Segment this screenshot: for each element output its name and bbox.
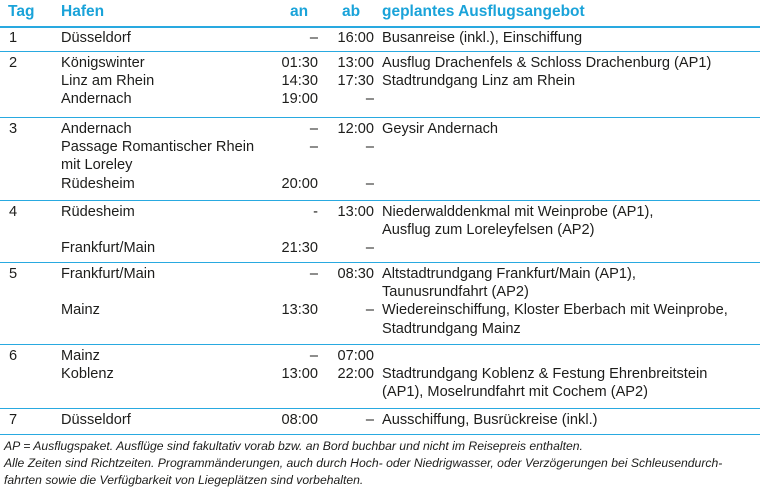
departure-cell: 07:00 bbox=[337, 348, 374, 364]
arrival-cell: – bbox=[309, 30, 318, 46]
day-number: 5 bbox=[9, 266, 18, 282]
departure-cell: – bbox=[365, 302, 374, 319]
departure-cell: – bbox=[365, 240, 374, 257]
day-number: 7 bbox=[9, 412, 18, 428]
row-divider bbox=[0, 26, 760, 28]
excursion-cell: Ausschiffung, Busrückreise (inkl.) bbox=[382, 412, 598, 428]
row-divider bbox=[0, 434, 760, 435]
port-cell: Andernach bbox=[61, 121, 132, 137]
arrival-cell: – bbox=[309, 266, 318, 282]
excursion-cell: Ausflug zum Loreleyfelsen (AP2) bbox=[382, 222, 595, 239]
day-number: 1 bbox=[9, 30, 18, 46]
arrival-cell: – bbox=[309, 121, 318, 137]
port-cell: Königswinter bbox=[61, 55, 145, 71]
departure-cell: 12:00 bbox=[337, 121, 374, 137]
header-an: an bbox=[290, 3, 309, 20]
port-cell: Rüdesheim bbox=[61, 175, 135, 192]
port-cell: mit Loreley bbox=[61, 157, 133, 174]
excursion-cell: Stadtrundgang Linz am Rhein bbox=[382, 73, 576, 90]
header-tag: Tag bbox=[8, 3, 35, 20]
excursion-cell: Altstadtrundgang Frankfurt/Main (AP1), bbox=[382, 266, 636, 282]
departure-cell: 16:00 bbox=[337, 30, 374, 46]
arrival-cell: 19:00 bbox=[281, 91, 318, 108]
row-divider bbox=[0, 408, 760, 409]
excursion-cell: Taunusrundfahrt (AP2) bbox=[382, 284, 529, 301]
arrival-cell: 08:00 bbox=[281, 412, 318, 428]
arrival-cell: 13:30 bbox=[281, 302, 318, 319]
port-cell: Düsseldorf bbox=[61, 30, 131, 46]
arrival-cell: 13:00 bbox=[281, 366, 318, 383]
day-number: 2 bbox=[9, 55, 18, 71]
row-divider bbox=[0, 51, 760, 52]
departure-cell: – bbox=[365, 139, 374, 156]
day-number: 4 bbox=[9, 204, 18, 220]
port-cell: Linz am Rhein bbox=[61, 73, 155, 90]
departure-cell: 17:30 bbox=[337, 73, 374, 90]
excursion-cell: Stadtrundgang Koblenz & Festung Ehrenbreitstein bbox=[382, 366, 708, 383]
departure-cell: 08:30 bbox=[337, 266, 374, 282]
footnote-line: fahrten sowie die Verfügbarkeit von Liegeplätzen sind vorbehalten. bbox=[4, 473, 364, 487]
port-cell: Mainz bbox=[61, 302, 100, 319]
footnote-line: AP = Ausflugspaket. Ausflüge sind fakultativ vorab bzw. an Bord buchbar und nicht im Reisepreis enthalten. bbox=[4, 439, 583, 453]
arrival-cell: - bbox=[313, 204, 318, 220]
arrival-cell: 20:00 bbox=[281, 175, 318, 192]
row-divider bbox=[0, 117, 760, 118]
departure-cell: – bbox=[365, 175, 374, 192]
arrival-cell: 14:30 bbox=[281, 73, 318, 90]
day-number: 3 bbox=[9, 121, 18, 137]
port-cell: Frankfurt/Main bbox=[61, 266, 156, 282]
excursion-cell: (AP1), Moselrundfahrt mit Cochem (AP2) bbox=[382, 384, 649, 401]
port-cell: Passage Romantischer Rhein bbox=[61, 139, 255, 156]
arrival-cell: – bbox=[309, 348, 318, 364]
arrival-cell: 01:30 bbox=[281, 55, 318, 71]
port-cell: Düsseldorf bbox=[61, 412, 131, 428]
port-cell: Rüdesheim bbox=[61, 204, 135, 220]
port-cell: Frankfurt/Main bbox=[61, 240, 156, 257]
excursion-cell: Wiedereinschiffung, Kloster Eberbach mit Weinprobe, bbox=[382, 302, 728, 319]
arrival-cell: – bbox=[309, 139, 318, 156]
header-hafen: Hafen bbox=[61, 3, 105, 20]
excursion-cell: Busanreise (inkl.), Einschiffung bbox=[382, 30, 583, 46]
footnote-line: Alle Zeiten sind Richtzeiten. Programmänderungen, auch durch Hoch- oder Niedrigwasser, oder Verzögerungen bei Schleusendurch- bbox=[4, 456, 723, 470]
day-number: 6 bbox=[9, 348, 18, 364]
departure-cell: – bbox=[365, 412, 374, 428]
departure-cell: 13:00 bbox=[337, 55, 374, 71]
arrival-cell: 21:30 bbox=[281, 240, 318, 257]
departure-cell: – bbox=[365, 91, 374, 108]
header-angebot: geplantes Ausflugsangebot bbox=[382, 3, 585, 20]
table-header bbox=[0, 0, 760, 26]
excursion-cell: Ausflug Drachenfels & Schloss Drachenburg (AP1) bbox=[382, 55, 712, 71]
row-divider bbox=[0, 344, 760, 345]
port-cell: Mainz bbox=[61, 348, 100, 364]
header-ab: ab bbox=[342, 3, 361, 20]
port-cell: Koblenz bbox=[61, 366, 114, 383]
excursion-cell: Niederwalddenkmal mit Weinprobe (AP1), bbox=[382, 204, 654, 220]
row-divider bbox=[0, 200, 760, 201]
excursion-cell: Geysir Andernach bbox=[382, 121, 499, 137]
departure-cell: 22:00 bbox=[337, 366, 374, 383]
port-cell: Andernach bbox=[61, 91, 132, 108]
excursion-cell: Stadtrundgang Mainz bbox=[382, 320, 521, 337]
departure-cell: 13:00 bbox=[337, 204, 374, 220]
row-divider bbox=[0, 262, 760, 263]
